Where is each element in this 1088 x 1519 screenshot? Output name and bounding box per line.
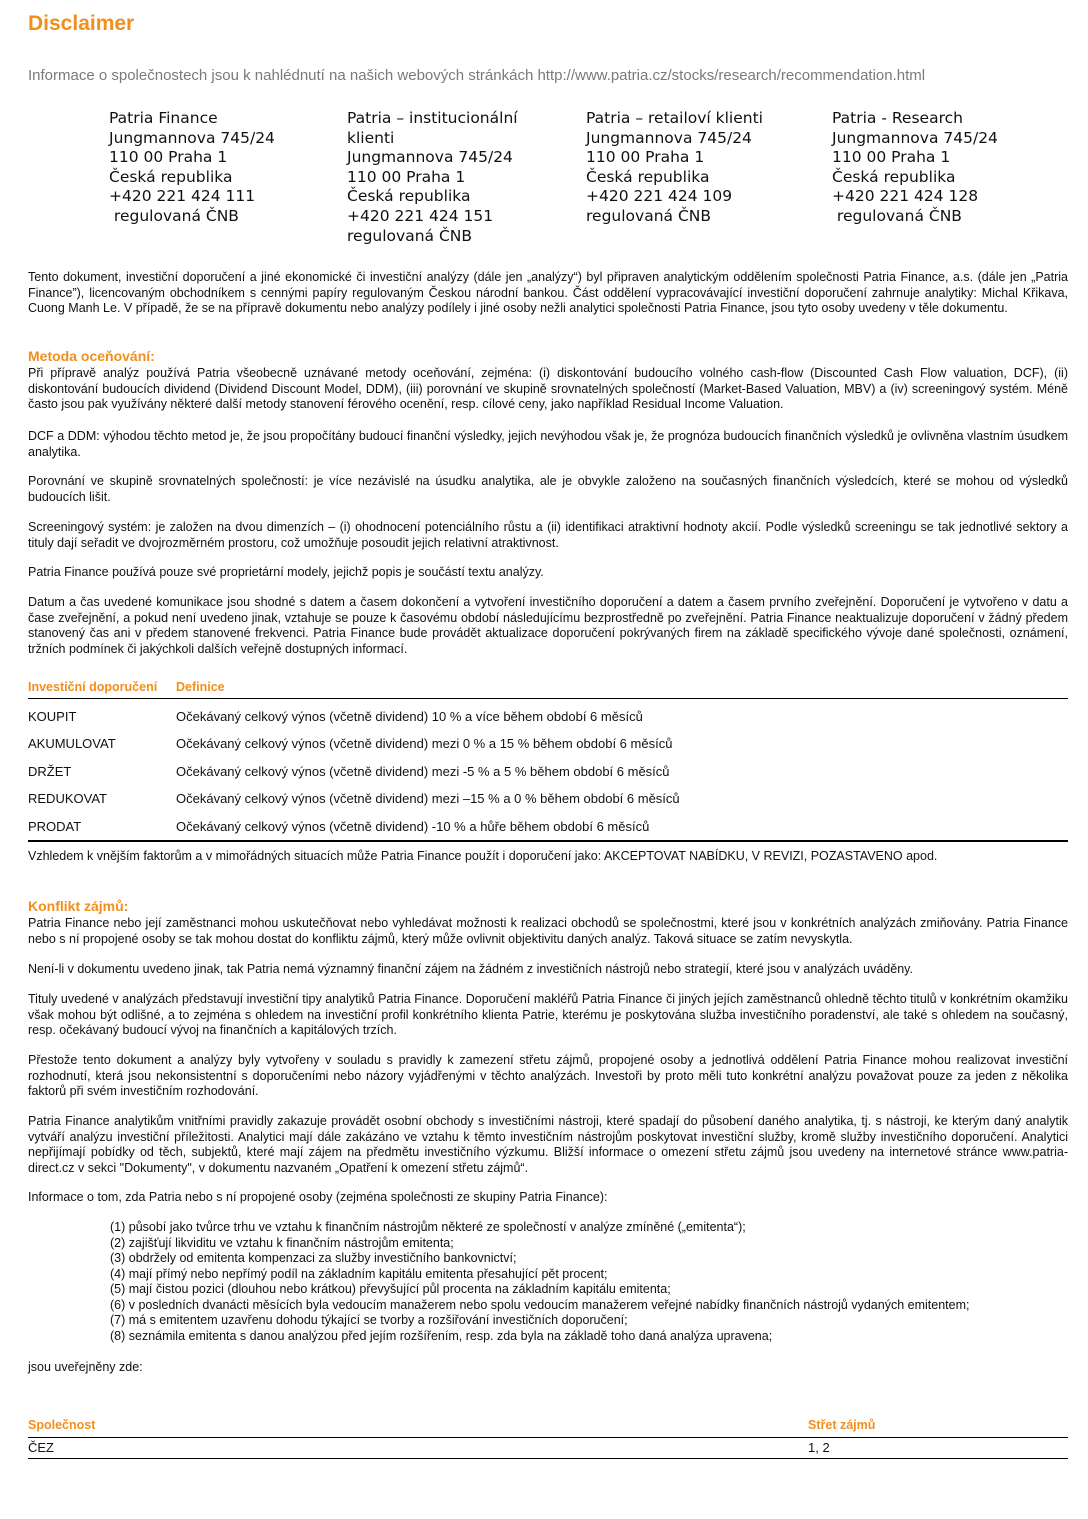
list-item: (6) v posledních dvanácti měsících byla vedoucím manažerem nebo spolu vedoucím manažerem veřejné nabídky finančních nástrojů vydaných emitentem; (110, 1297, 970, 1312)
contact-line: 110 00 Praha 1 (109, 148, 228, 167)
list-item: (7) má s emitentem uzavřenu dohodu týkající se tvorby a rozšiřování investičních doporučení; (110, 1313, 628, 1327)
contact-line: regulovaná ČNB (109, 206, 239, 225)
definition-cell: Očekávaný celkový výnos (včetně dividend) mezi 0 % a 15 % během období 6 měsíců (176, 736, 673, 752)
contact-line: Česká republika (586, 167, 710, 186)
metoda-paragraph: Screeningový systém: je založen na dvou dimenzích – (i) ohodnocení potenciálního růstu a (ii) identifikaci atraktivní hodnoty akcií. Podle výsledků screeningu se tak jednotlivé sektory a tituly dají seřadit ve dvojrozměrném prostoru, což umožňuje posoudit jejich relativní atraktivnost. (28, 520, 1068, 550)
contact-line: regulovaná ČNB (832, 206, 962, 225)
contact-line: Jungmannova 745/24 (586, 128, 752, 147)
list-item: (4) mají přímý nebo nepřímý podíl na základním kapitálu emitenta přesahující pět procent; (110, 1266, 608, 1281)
table-header (28, 1418, 1068, 1438)
contact-line: +420 221 424 128 (832, 187, 979, 206)
table-body (28, 699, 1068, 842)
table-row (28, 703, 1068, 730)
published-text: jsou uveřejněny zde: (28, 1360, 143, 1374)
metoda-paragraph: Patria Finance používá pouze své proprietární modely, jejichž popis je součástí textu analýzy. (28, 565, 544, 579)
contact-retail (586, 109, 832, 246)
contact-line: Česká republika (347, 187, 471, 206)
list-item: (5) mají čistou pozici (dlouhou nebo krátkou) převyšující půl procenta na základním kapitálu emitenta; (110, 1282, 671, 1296)
contact-line: Patria - Research (832, 109, 963, 127)
konflikt-paragraph: Přestože tento dokument a analýzy byly vytvořeny v souladu s pravidly k zamezení střetu zájmů, propojené osoby a jednotlivá oddělení Patria Finance mohou realizovat investiční rozhodnutí, která jsou nekonsistentní s doporučeními nebo názory vyjádřenými v těchto analýzách. Investoři by proto měli tuto konkrétní analýzu považovat pouze za jeden z několika faktorů při svém investičním rozhodování. (28, 1053, 1068, 1098)
contact-institutional (347, 109, 586, 246)
recommendation-table (28, 680, 1068, 842)
company-cell: ČEZ (28, 1440, 54, 1455)
header-recommendation: Investiční doporučení (28, 680, 158, 694)
table-row (28, 813, 1068, 840)
contact-line: Jungmannova 745/24 (347, 148, 513, 167)
section-heading-konflikt: Konflikt zájmů: (28, 898, 129, 914)
contact-line: Česká republika (832, 167, 956, 186)
contact-line: 110 00 Praha 1 (832, 148, 951, 167)
recommendation-note: Vzhledem k vnějším faktorům a v mimořádných situacích může Patria Finance použít i doporučení jako: AKCEPTOVAT NABÍDKU, V REVIZI, POZASTAVENO apod. (28, 849, 938, 863)
metoda-paragraph: DCF a DDM: výhodou těchto metod je, že jsou propočítány budoucí finanční výsledky, jejich nevýhodou však je, že prognóza budoucích finančních výsledků je ovlivněna vlastním úsudkem analytika. (28, 429, 1068, 459)
intro-link-text: Informace o společnostech jsou k nahlédnutí na našich webových stránkách http://www.patria.cz/stocks/research/recommendation.html (28, 67, 926, 84)
table-row (28, 758, 1068, 785)
contact-line: Jungmannova 745/24 (832, 128, 998, 147)
contact-line: regulovaná ČNB (586, 206, 711, 225)
konflikt-paragraph: Tituly uvedené v analýzách představují investiční tipy analytiků Patria Finance. Doporučení makléřů Patria Finance či jiných jejích zaměstnanců ohledně těchto titulů v konkrétním okamžiku však mohou být odlišné, a to zejména s ohledem na investiční profil konkrétního klienta Patrie, kterému je poskytována služba investičního poradenství, ale také s ohledem na současný, resp. očekávaný budoucí vývoj na finančních a kapitálových trzích. (28, 992, 1068, 1037)
contact-line: 110 00 Praha 1 (586, 148, 705, 167)
company-conflict-table (28, 1418, 1068, 1459)
konflikt-paragraph: Patria Finance nebo její zaměstnanci mohou uskutečňovat nebo vyhledávat možnosti k realizaci obchodů se společnostmi, které jsou v konkrétních analýzách zmiňovány. Patria Finance nebo s ní propojené osoby se tak mohou dostat do konfliktu zájmů, který může ovlivnit objektivitu daných analýz. Taková situace se zatím nevyskytla. (28, 916, 1068, 946)
table-row (28, 730, 1068, 757)
contact-research (832, 109, 1062, 246)
contact-line: Patria Finance (109, 109, 218, 127)
table-header (28, 680, 1068, 699)
contact-line: klienti (347, 128, 395, 147)
disclosure-list (110, 1220, 969, 1344)
recommendation-cell: REDUKOVAT (28, 791, 107, 807)
conflict-cell: 1, 2 (808, 1440, 830, 1455)
recommendation-cell: PRODAT (28, 818, 82, 834)
metoda-paragraph: Porovnání ve skupině srovnatelných společností: je více nezávislé na úsudku analytika, ale je obvykle založeno na současných finančních výsledcích, které se mohou od výsledků budoucích lišit. (28, 474, 1068, 504)
list-item: (3) obdržely od emitenta kompenzaci za služby investičního bankovnictví; (110, 1251, 517, 1265)
contact-line: +420 221 424 111 (109, 187, 256, 206)
list-item: (8) seznámila emitenta s danou analýzou před jejím rozšířením, resp. zda byla na základě toho daná analýza upravena; (110, 1328, 773, 1343)
contact-line: Patria – retailoví klienti (586, 109, 763, 127)
contact-line: +420 221 424 151 (347, 206, 494, 225)
definition-cell: Očekávaný celkový výnos (včetně dividend) mezi –15 % a 0 % během období 6 měsíců (176, 791, 680, 807)
section-heading-metoda: Metoda oceňování: (28, 348, 155, 364)
metoda-paragraph: Při přípravě analýz používá Patria všeobecně uznávané metody oceňování, zejména: (i) diskontování budoucího volného cash-flow (Discounted Cash Flow valuation, DCF), (ii) diskontování budoucích dividend (Dividend Discount Model, DDM), (iii) porovnání ve skupině srovnatelných společností (Market-Based Valuation, MBV) a (iv) screeningový systém. Méně často jsou pak využívány některé další metody stanovení férového ocenění, resp. cílové ceny, jako například Residual Income Valuation. (28, 366, 1068, 411)
table-row (28, 1438, 1068, 1459)
contact-line: Jungmannova 745/24 (109, 128, 275, 147)
konflikt-paragraph: Informace o tom, zda Patria nebo s ní propojené osoby (zejména společnosti ze skupiny Patria Finance): (28, 1190, 608, 1204)
page-title: Disclaimer (28, 12, 135, 35)
header-conflict: Střet zájmů (808, 1418, 876, 1432)
intro-paragraph: Tento dokument, investiční doporučení a jiné ekonomické či investiční analýzy (dále jen „analýzy“) byl připraven analytickým oddělením společnosti Patria Finance, a.s. (dále jen „Patria Finance”), licencovaným obchodníkem s cennými papíry regulovaným Českou národní bankou. Část oddělení vypracovávající investiční doporučení zahrnuje analytiky: Michal Křikava, Cuong Manh Le. V případě, že se na přípravě dokumentu nebo analýzy podílely i jiné osoby nežli analytici společnosti Patria Finance, jsou tyto osoby uvedeny v těle dokumentu. (28, 270, 1068, 315)
list-item: (2) zajišťují likviditu ve vztahu k finančním nástrojům emitenta; (110, 1235, 454, 1250)
list-item: (1) působí jako tvůrce trhu ve vztahu k finančním nástrojům některé ze společností v analýze zmíněné („emitenta“); (110, 1220, 746, 1234)
recommendation-cell: KOUPIT (28, 709, 77, 724)
contact-line: Česká republika (109, 167, 233, 186)
recommendation-cell: AKUMULOVAT (28, 736, 116, 752)
definition-cell: Očekávaný celkový výnos (včetně dividend) mezi -5 % a 5 % během období 6 měsíců (176, 763, 670, 779)
recommendation-cell: DRŽET (28, 763, 72, 779)
contact-line: regulovaná ČNB (347, 226, 472, 245)
konflikt-paragraph: Není-li v dokumentu uvedeno jinak, tak Patria nemá významný finanční zájem na žádném z investičních nástrojů nebo strategií, které jsou v analýzách uváděny. (28, 962, 913, 976)
contacts (109, 109, 1062, 246)
header-company: Společnost (28, 1418, 96, 1432)
contact-patria-finance (109, 109, 347, 246)
definition-cell: Očekávaný celkový výnos (včetně dividend) 10 % a více během období 6 měsíců (176, 709, 643, 724)
contact-line: +420 221 424 109 (586, 187, 733, 206)
contact-line: Patria – institucionální (347, 109, 518, 127)
contact-line: 110 00 Praha 1 (347, 167, 466, 186)
definition-cell: Očekávaný celkový výnos (včetně dividend) -10 % a hůře během období 6 měsíců (176, 818, 650, 834)
table-row (28, 785, 1068, 812)
metoda-paragraph: Datum a čas uvedené komunikace jsou shodné s datem a časem dokončení a vytvoření investičního doporučení a datem a časem prvního zveřejnění. Doporučení je vytvořeno v datu a čase zveřejnění, a pokud není uvedeno jinak, vztahuje se pouze k časovému období následujícímu bezprostředně po zveřejnění. Patria Finance neaktualizuje doporučení v žádný předem stanovený čas ani v předem stanovené frekvenci. Patria Finance bude provádět aktualizace doporučení pokrývaných firem na základě specifického vývoje dané společnosti, oznámení, tržních podmínek či jakýchkoli dalších veřejně dostupných informací. (28, 595, 1068, 656)
header-definition: Definice (176, 680, 225, 694)
konflikt-paragraph: Patria Finance analytikům vnitřními pravidly zakazuje provádět osobní obchody s investičními nástroji, které spadají do působení daného analytika, tj. s nástroji, ke kterým daný analytik vytváří analýzu investiční příležitosti. Analytici mají dále zakázáno ve vztahu k těmto investičním nástrojům poskytovat investiční služby, kromě služby investičního doporučení. Analytici nepřijímají pobídky od těch, subjektů, které mají zájem na předmětu investičního výzkumu. Bližší informace o omezení střetu zájmů jsou uvedeny na internetové stránce www.patria-direct.cz v sekci "Dokumenty", v dokumentu nazvaném „Opatření k omezení střetu zájmů“. (28, 1114, 1068, 1175)
